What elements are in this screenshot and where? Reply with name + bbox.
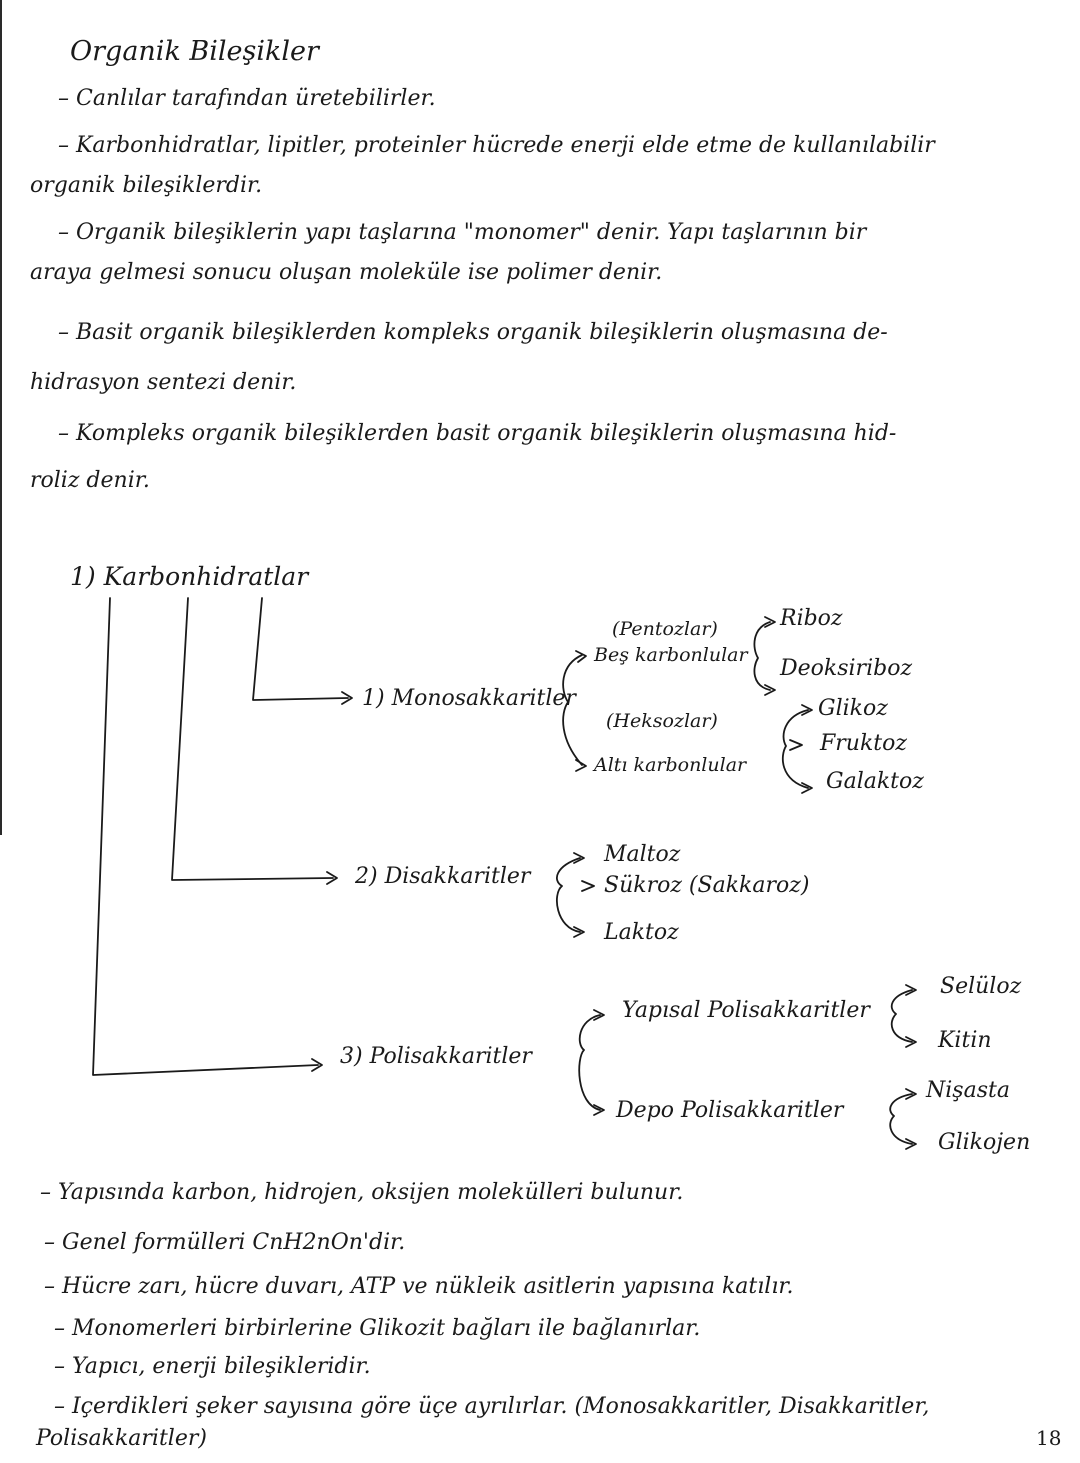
nisasta-label: Nişasta (926, 1078, 1010, 1103)
intro-line-1: – Canlılar tarafından üretebilirler. (58, 86, 436, 111)
note-line-3: – Hücre zarı, hücre duvarı, ATP ve nükleik asitlerin yapısına katılır. (44, 1274, 794, 1299)
depo-polisakkaritler-label: Depo Polisakkaritler (616, 1098, 844, 1123)
yapisal-brace (892, 990, 912, 1042)
sukroz-label: Sükroz (Sakkaroz) (604, 873, 810, 898)
intro-line-2: – Karbonhidratlar, lipitler, proteinler hücrede enerji elde etme de kullanılabilir (58, 133, 935, 158)
monosakkaritler-label: 1) Monosakkaritler (362, 686, 576, 711)
pentoz-note: (Pentozlar) (612, 618, 718, 640)
poli-brace (579, 1015, 600, 1110)
arrowhead-heksoz (576, 760, 586, 771)
deoksiriboz-label: Deoksiriboz (780, 656, 913, 681)
root-branch-line-1 (93, 598, 318, 1075)
note-line-5: – Yapıcı, enerji bileşikleridir. (54, 1354, 371, 1379)
tree-root-label: 1) Karbonhidratlar (70, 562, 309, 591)
galaktoz-label: Galaktoz (826, 769, 924, 794)
root-branch-line-3 (253, 598, 348, 700)
pentoz-brace (754, 622, 770, 690)
intro-line-4: – Organik bileşiklerin yapı taşlarına "monomer" denir. Yapı taşlarının bir (58, 220, 867, 245)
intro-line-5: araya gelmesi sonucu oluşan moleküle ise polimer denir. (30, 260, 663, 285)
depo-brace (890, 1094, 912, 1144)
intro-line-6: – Basit organik bileşiklerden kompleks organik bileşiklerin oluşmasına de- (58, 320, 888, 345)
root-branch-line-2 (172, 598, 333, 880)
intro-line-3: organik bileşiklerdir. (30, 173, 263, 198)
heksoz-note: (Heksozlar) (606, 710, 718, 732)
glikojen-label: Glikojen (938, 1130, 1031, 1155)
yapisal-polisakkaritler-label: Yapısal Polisakkaritler (622, 998, 870, 1023)
polisakkaritler-label: 3) Polisakkaritler (340, 1044, 532, 1069)
di-brace (557, 858, 580, 932)
note-line-6: – Içerdikleri şeker sayısına göre üçe ayrılırlar. (Monosakkaritler, Disakkaritler, (54, 1394, 930, 1419)
intro-line-9: roliz denir. (30, 468, 150, 493)
disakkaritler-label: 2) Disakkaritler (355, 864, 531, 889)
glikoz-label: Glikoz (818, 696, 888, 721)
arrowhead-sukroz (582, 881, 594, 891)
intro-line-8: – Kompleks organik bileşiklerden basit organik bileşiklerin oluşmasına hid- (58, 421, 897, 446)
intro-line-7: hidrasyon sentezi denir. (30, 370, 297, 395)
note-line-7: Polisakkaritler) (36, 1426, 207, 1451)
selluloz-label: Selüloz (940, 974, 1022, 999)
note-line-2: – Genel formülleri CnH2nOn'dir. (44, 1230, 406, 1255)
note-line-4: – Monomerleri birbirlerine Glikozit bağları ile bağlanırlar. (54, 1316, 701, 1341)
heksoz-brace (783, 710, 808, 788)
maltoz-label: Maltoz (604, 842, 681, 867)
page-number: 18 (1036, 1426, 1062, 1450)
fruktoz-label: Fruktoz (820, 731, 907, 756)
page-title: Organik Bileşikler (70, 36, 319, 67)
pentoz-label: Beş karbonlular (594, 644, 748, 666)
kitin-label: Kitin (938, 1028, 992, 1053)
arrowhead-fruktoz (790, 740, 802, 750)
riboz-label: Riboz (780, 606, 843, 631)
heksoz-label: Altı karbonlular (594, 754, 747, 776)
laktoz-label: Laktoz (604, 920, 679, 945)
note-line-1: – Yapısında karbon, hidrojen, oksijen molekülleri bulunur. (40, 1180, 684, 1205)
